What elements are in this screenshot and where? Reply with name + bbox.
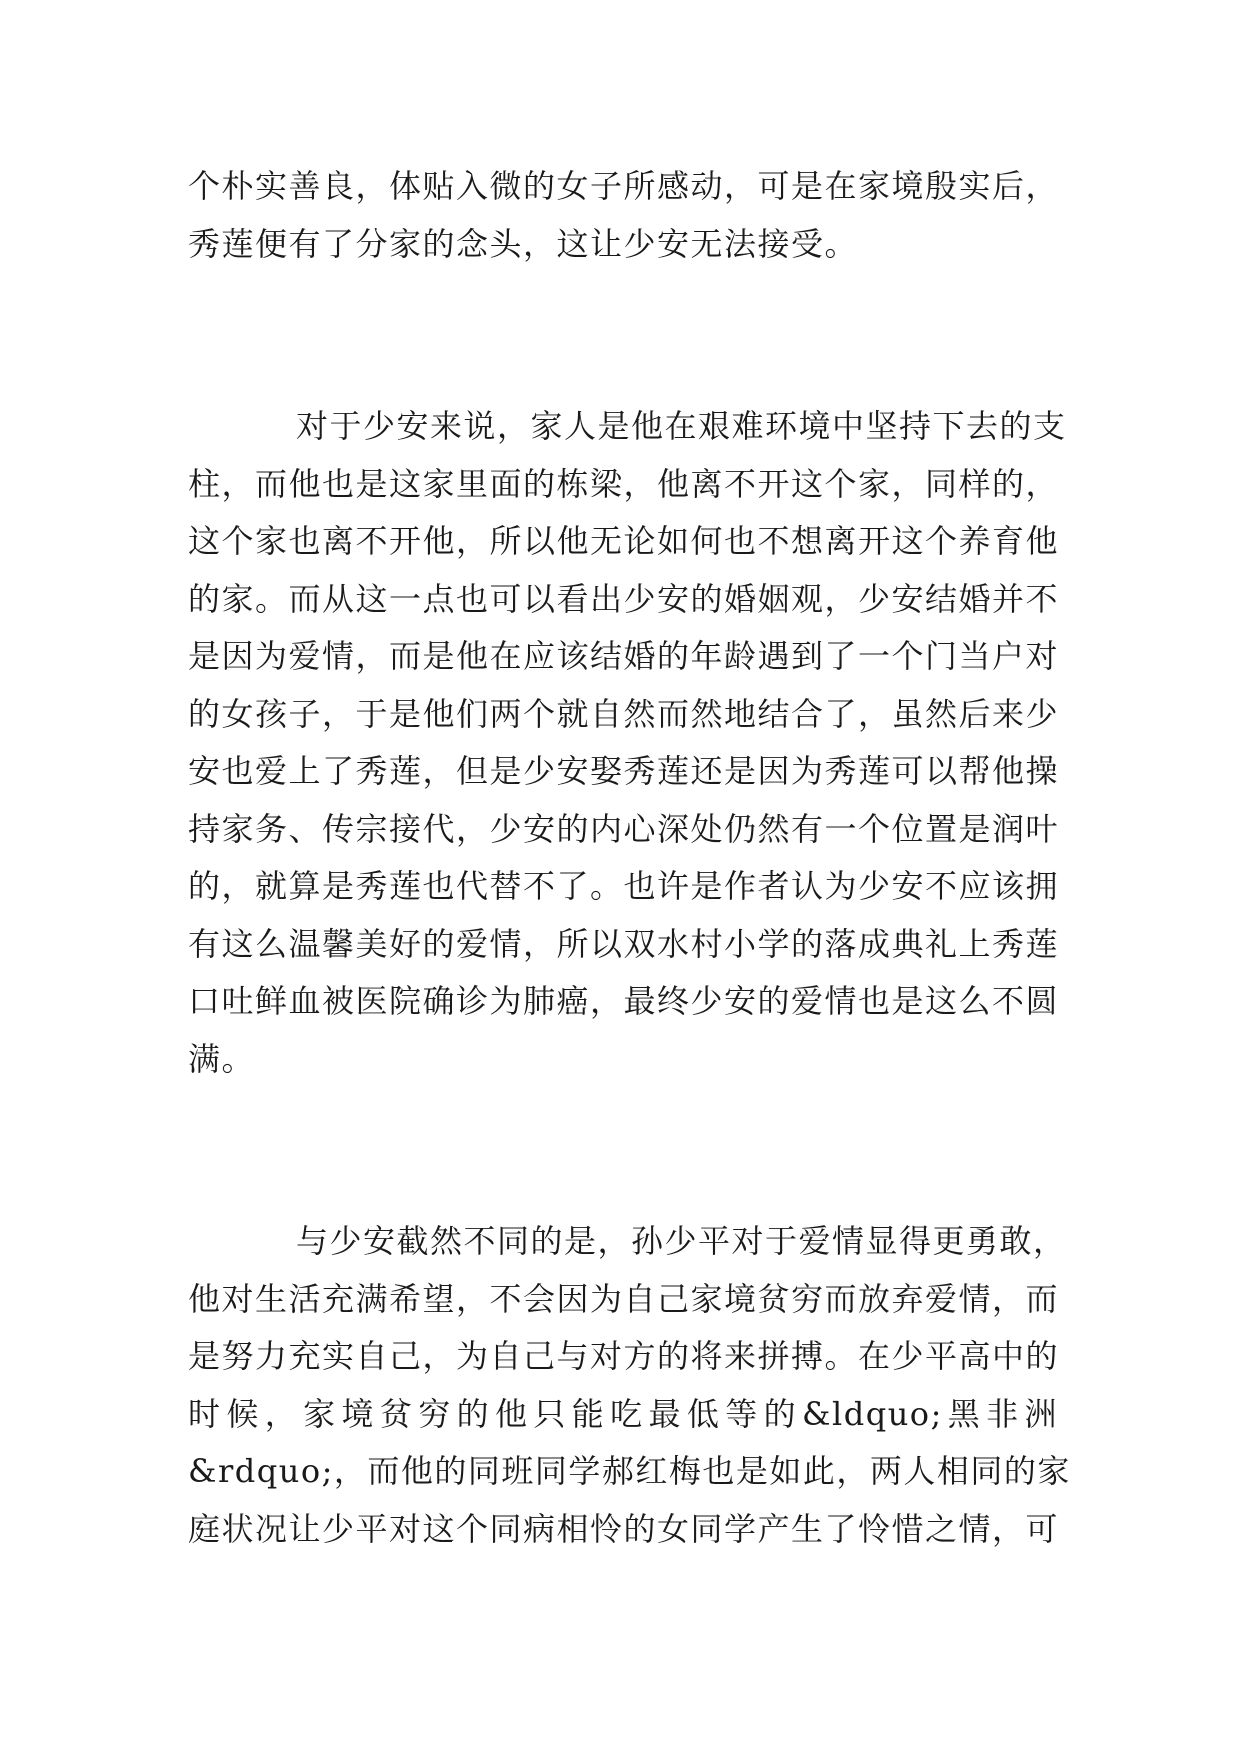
paragraph-2	[188, 398, 1067, 1088]
text-line: 口吐鲜血被医院确诊为肺癌，最终少安的爱情也是这么不圆	[188, 982, 1060, 1020]
text-line: 秀莲便有了分家的念头，这让少安无法接受。	[188, 224, 859, 263]
text-line: &rdquo;，而他的同班同学郝红梅也是如此，两人相同的家	[188, 1452, 1071, 1490]
text-line: 安也爱上了秀莲，但是少安娶秀莲还是因为秀莲可以帮他操	[188, 752, 1060, 790]
paragraph-3	[188, 1213, 1071, 1558]
paragraph-1	[188, 158, 1058, 273]
text-line: 的，就算是秀莲也代替不了。也许是作者认为少安不应该拥	[188, 867, 1060, 905]
text-line: 庭状况让少平对这个同病相怜的女同学产生了怜惜之情，可	[188, 1509, 1060, 1548]
text-line: 有这么温馨美好的爱情，所以双水村小学的落成典礼上秀莲	[188, 924, 1060, 963]
text-line: 是因为爱情，而是他在应该结婚的年龄遇到了一个门当户对	[188, 637, 1060, 675]
text-line: 他对生活充满希望，不会因为自己家境贫穷而放弃爱情，而	[188, 1279, 1060, 1318]
text-line: 是努力充实自己，为自己与对方的将来拼搏。在少平高中的	[188, 1337, 1060, 1375]
text-line: 持家务、传宗接代，少安的内心深处仍然有一个位置是润叶	[188, 809, 1060, 848]
text-line: 对于少安来说，家人是他在艰难环境中坚持下去的支	[296, 407, 1067, 445]
text-line: 这个家也离不开他，所以他无论如何也不想离开这个养育他	[188, 522, 1060, 560]
text-line: 时候，家境贫穷的他只能吃最低等的&ldquo;黑非洲	[188, 1394, 1058, 1433]
text-line: 与少安截然不同的是，孙少平对于爱情显得更勇敢，	[296, 1222, 1067, 1260]
text-line: 的家。而从这一点也可以看出少安的婚姻观，少安结婚并不	[188, 579, 1060, 618]
text-line: 柱，而他也是这家里面的栋梁，他离不开这个家，同样的，	[188, 464, 1060, 503]
text-line: 的女孩子，于是他们两个就自然而然地结合了，虽然后来少	[188, 694, 1060, 733]
text-line: 个朴实善良，体贴入微的女子所感动，可是在家境殷实后，	[188, 167, 1060, 205]
text-line: 满。	[188, 1039, 256, 1078]
